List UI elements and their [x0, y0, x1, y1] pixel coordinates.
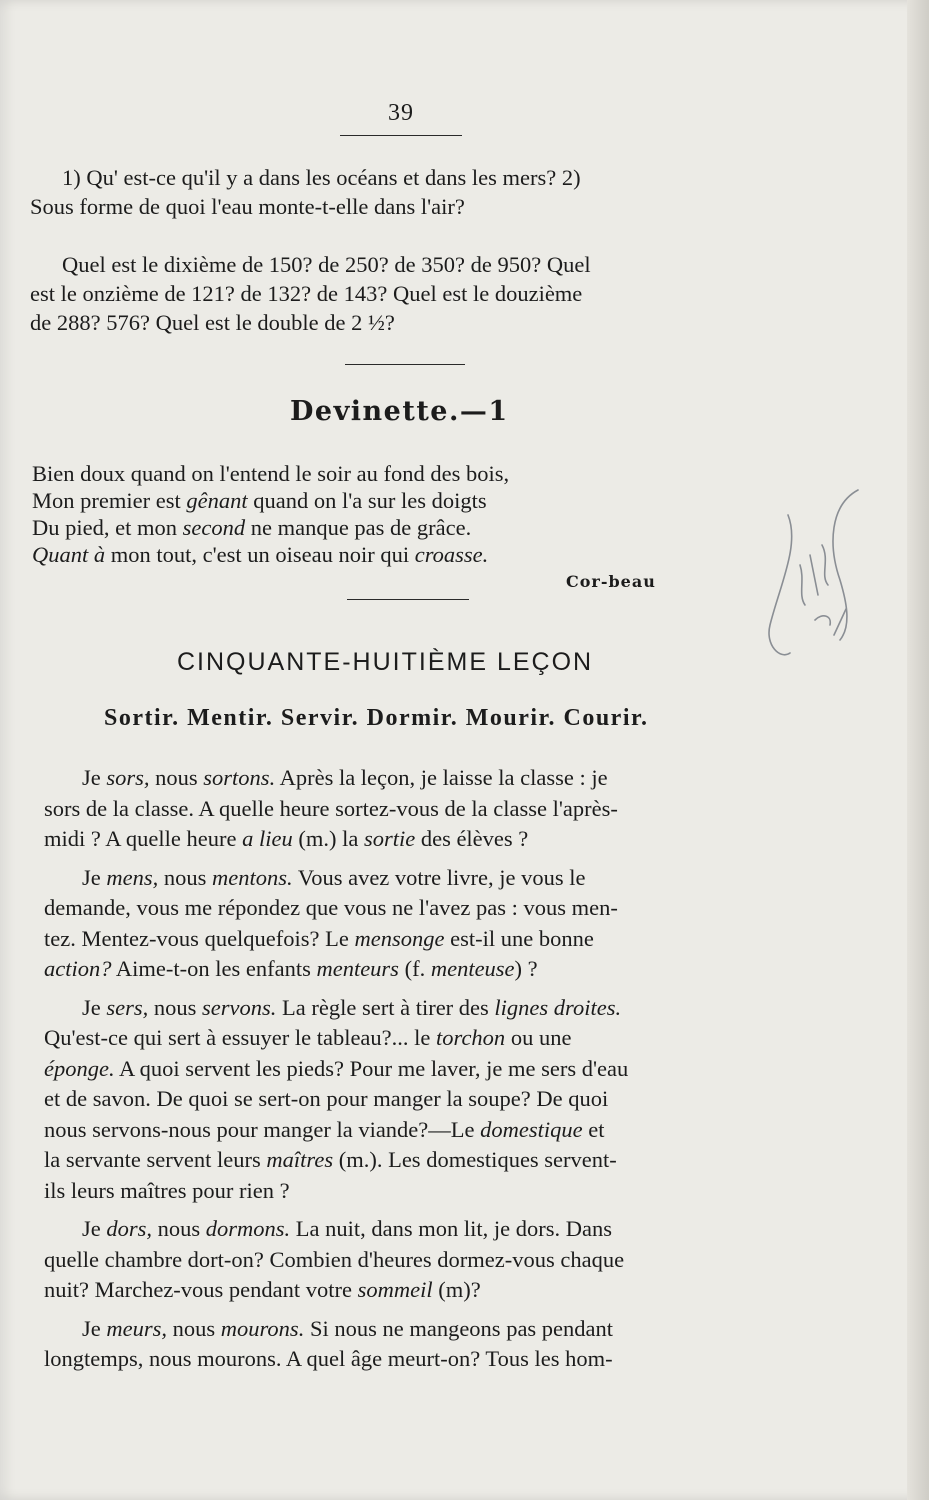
text-run: nous [149, 765, 204, 790]
lesson-title: CINQUANTE-HUITIÈME LEÇON [177, 648, 594, 676]
text-line: 1) Qu' est-ce qu'il y a dans les océans et dans les mers? 2) [62, 165, 581, 190]
italic-run: sors, [106, 765, 150, 790]
text-run: La nuit, dans mon lit, je dors. Dans [290, 1216, 613, 1241]
italic-run: sortons. [203, 765, 276, 790]
text-run: Qu'est-ce qui sert à essuyer le tableau?... le [44, 1025, 437, 1050]
text-run: (m.). Les domestiques servent- [333, 1147, 617, 1172]
text-run: nous [152, 1216, 206, 1241]
text-run: nous servons-nous pour manger la viande?—Le [44, 1116, 481, 1142]
italic-run: sortie [363, 826, 416, 851]
text-run: Je [82, 1315, 107, 1341]
text-line [44, 1176, 804, 1207]
poem-line: Du pied, et mon second ne manque pas de grâce. [32, 515, 472, 540]
italic-run: sers, [106, 994, 149, 1020]
text-run: la servante servent leurs [44, 1147, 267, 1172]
text-line [44, 763, 804, 794]
poem-line: Quant à mon tout, c'est un oiseau noir qui croasse. [32, 542, 489, 567]
text-run: des élèves ? [415, 826, 529, 851]
text-run: (m.) la [292, 826, 364, 851]
text-line [44, 863, 804, 894]
text-line [44, 1115, 804, 1146]
italic-run: menteurs [316, 956, 399, 981]
stamp-stroke [815, 609, 846, 635]
text-run: nous [167, 1315, 221, 1341]
text-run: Je [82, 1216, 107, 1241]
text-run: et de savon. De quoi se sert-on pour manger la soupe? De quoi [44, 1086, 609, 1111]
text-run: nous [148, 994, 203, 1020]
riddle-title: Devinette.—1 [290, 396, 509, 427]
text-line: de 288? 576? Quel est le double de 2 ½? [30, 310, 395, 335]
text-line [44, 1214, 804, 1245]
lesson-body [44, 763, 804, 1383]
text-run: Je [82, 994, 107, 1020]
italic-run: a lieu [242, 826, 293, 851]
text-run: A quoi servent les pieds? Pour me laver, je me sers d'eau [114, 1055, 629, 1081]
text-line [44, 1054, 804, 1085]
lesson-paragraph [44, 1314, 804, 1375]
text-line [44, 1275, 804, 1306]
text-line [44, 1344, 804, 1375]
italic-run: mens, [106, 864, 159, 890]
text-line [44, 1023, 804, 1054]
lesson-paragraph [44, 993, 804, 1207]
italic-run: dors, [106, 1216, 153, 1241]
text-run: Je [82, 864, 107, 890]
italic-run: action? [44, 956, 112, 981]
text-line [44, 924, 804, 955]
text-line [44, 824, 804, 855]
text-run: ils leurs maîtres pour rien ? [44, 1177, 290, 1203]
page-edge [907, 0, 929, 1500]
italic-run: meurs, [106, 1315, 167, 1341]
text-run: quelle chambre dort-on? Combien d'heures dormez-vous chaque [44, 1246, 625, 1272]
stamp-stroke [833, 490, 858, 640]
page-number-rule [340, 135, 462, 136]
text-run: sors de la classe. A quelle heure sortez-vous de la classe l'après- [44, 795, 618, 821]
text-line [44, 993, 804, 1024]
text-line [44, 1145, 804, 1176]
text-run: Vous avez votre livre, je vous le [292, 864, 586, 890]
poem-line: Mon premier est gênant quand on l'a sur les doigts [32, 488, 487, 513]
stamp-stroke [769, 515, 792, 655]
text-line: est le onzième de 121? de 132? de 143? Quel est le douzième [30, 281, 583, 306]
section-divider [345, 364, 465, 365]
text-line [44, 893, 804, 924]
lesson-subtitle: Sortir. Mentir. Servir. Dormir. Mourir. Courir. [104, 705, 649, 731]
italic-run: menteuse [430, 956, 515, 981]
text-run: Aime-t-on les enfants [111, 956, 317, 981]
italic-run: mentons. [212, 864, 293, 890]
text-run: (m)? [432, 1277, 481, 1302]
text-run: est-il une bonne [444, 925, 594, 951]
italic-run: dormons. [205, 1216, 291, 1241]
text-run: midi ? A quelle heure [44, 826, 243, 851]
handwritten-stamp [760, 485, 870, 675]
text-run: ou une [505, 1025, 572, 1050]
text-line [44, 1314, 804, 1345]
question-paragraph-1 [30, 163, 800, 221]
italic-run: mourons. [220, 1315, 305, 1341]
text-run: tez. Mentez-vous quelquefois? Le [44, 925, 355, 951]
text-run: (f. [398, 956, 431, 981]
riddle-poem [32, 460, 732, 568]
question-paragraph-2 [30, 250, 800, 337]
text-run: nous [158, 864, 213, 890]
text-line: Sous forme de quoi l'eau monte-t-elle dans l'air? [30, 194, 465, 219]
text-line: Quel est le dixième de 150? de 250? de 350? de 950? Quel [62, 252, 591, 277]
text-run: La règle sert à tirer des [276, 994, 495, 1020]
italic-run: éponge. [44, 1055, 115, 1081]
text-run: et [582, 1116, 605, 1142]
text-line [44, 1245, 804, 1276]
text-line [44, 954, 804, 985]
italic-run: servons. [202, 994, 277, 1020]
lesson-paragraph [44, 863, 804, 985]
italic-run: maîtres [266, 1147, 334, 1172]
text-run: Si nous ne mangeons pas pendant [304, 1315, 614, 1341]
italic-run: domestique [480, 1116, 583, 1142]
italic-run: sommeil [357, 1277, 433, 1302]
lesson-paragraph [44, 1214, 804, 1306]
italic-run: lignes droites. [494, 994, 622, 1020]
italic-run: torchon [436, 1025, 506, 1050]
text-line [44, 1084, 804, 1115]
section-divider [347, 599, 469, 600]
page-number: 39 [388, 100, 414, 126]
italic-run: mensonge [354, 925, 445, 951]
text-run: nuit? Marchez-vous pendant votre [44, 1277, 358, 1302]
poem-line: Bien doux quand on l'entend le soir au fond des bois, [32, 461, 510, 486]
stamp-stroke [800, 545, 828, 605]
text-run: longtemps, nous mourons. A quel âge meurt-on? Tous les hom- [44, 1346, 613, 1371]
text-run: Je [82, 765, 107, 790]
text-line [44, 794, 804, 825]
text-run: ) ? [514, 956, 538, 981]
lesson-paragraph [44, 763, 804, 855]
riddle-answer: Cor-beau [566, 572, 656, 591]
text-run: Après la leçon, je laisse la classe : je [275, 765, 608, 790]
text-run: demande, vous me répondez que vous ne l'avez pas : vous men- [44, 895, 618, 920]
